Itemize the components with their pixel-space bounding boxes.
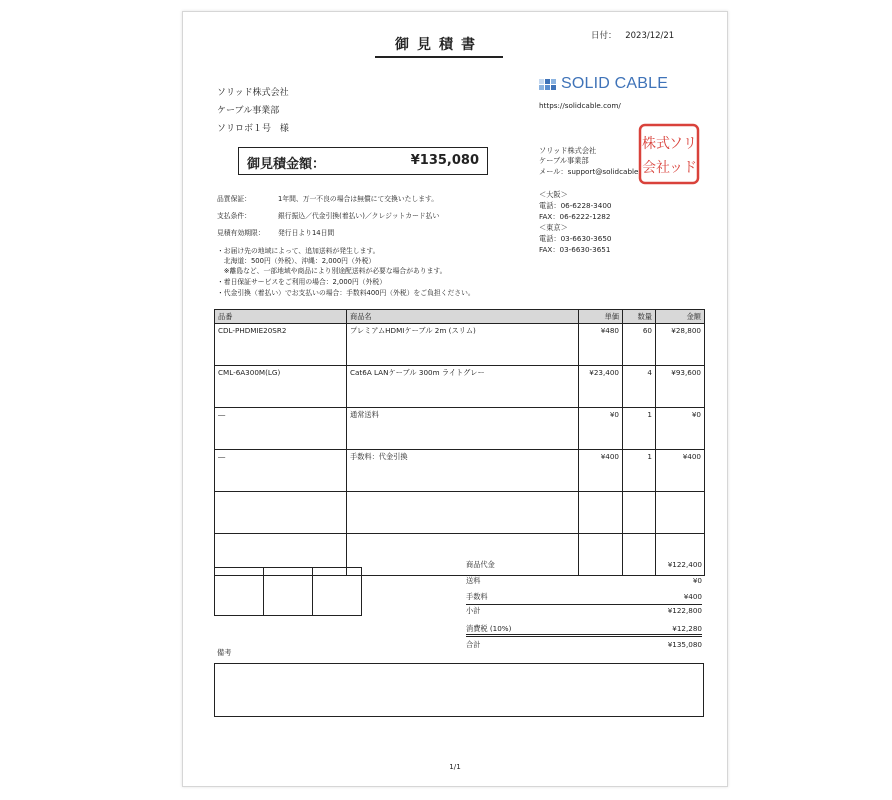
- note-line: ※離島など、一部地域や商品により別途配送料が必要な場合があります。: [217, 267, 447, 275]
- cell-quantity: 1: [623, 450, 656, 492]
- header-amount: 金額: [656, 310, 705, 324]
- cell-quantity: 1: [623, 408, 656, 450]
- cell-unit-price: ¥400: [579, 450, 623, 492]
- header-quantity: 数量: [623, 310, 656, 324]
- customer-honorific: 様: [279, 124, 289, 134]
- term-value: 1年間、万一不良の場合は無償にて交換いたします。: [278, 195, 439, 203]
- term-value: 発行日より14日間: [278, 229, 335, 237]
- summary-value: ¥122,400: [667, 560, 702, 569]
- table-row: [215, 492, 705, 534]
- summary-label: 送料: [466, 576, 481, 585]
- estimate-total-value: ¥135,080: [410, 153, 479, 168]
- summary-value: ¥400: [683, 592, 702, 601]
- table-row: [215, 450, 705, 492]
- customer-company: ソリッド株式会社: [217, 88, 289, 98]
- cell-amount: ¥400: [656, 450, 705, 492]
- summary-label: 消費税 (10%): [466, 624, 512, 633]
- summary-value: ¥0: [692, 576, 702, 585]
- company-seal: [637, 122, 701, 186]
- term-label: 品質保証：: [217, 195, 251, 203]
- osaka-tel: 電話：06-6228-3400: [539, 201, 612, 210]
- company-url: https://solidcable.com/: [539, 101, 621, 110]
- cell-item-code: [215, 492, 347, 534]
- date-value: 2023/12/21: [625, 31, 675, 41]
- logo-text: SOLID CABLE: [561, 75, 669, 92]
- seal-stamp-icon: [637, 122, 701, 186]
- cell-unit-price: ¥480: [579, 324, 623, 366]
- table-row: [215, 366, 705, 408]
- summary-value: ¥122,800: [667, 606, 702, 615]
- sender-mail: メール：support@solidcable: [539, 167, 639, 176]
- remarks-box: [214, 663, 704, 717]
- summary-label: 商品代金: [466, 560, 495, 569]
- cell-item-code: ―: [215, 408, 347, 450]
- cell-unit-price: ¥23,400: [579, 366, 623, 408]
- svg-text:株式: 株式: [642, 136, 670, 152]
- sender-department: ケーブル事業部: [539, 156, 589, 165]
- estimate-total-label: 御見積金額：: [247, 157, 326, 172]
- svg-text:ッド: ッド: [669, 160, 697, 176]
- page-number: 1/1: [449, 762, 461, 771]
- cell-item-code: CML-6A300M(LG): [215, 366, 347, 408]
- customer-person-name: ソリロボ１号: [217, 124, 272, 134]
- cell-unit-price: [579, 492, 623, 534]
- cell-amount: ¥28,800: [656, 324, 705, 366]
- cell-amount: [656, 492, 705, 534]
- term-value: 銀行振込／代金引換(着払い)／クレジットカード払い: [278, 212, 440, 220]
- items-table: [214, 309, 705, 576]
- tokyo-heading: ＜東京＞: [539, 223, 568, 232]
- header-unit-price: 単価: [579, 310, 623, 324]
- cell-quantity: 60: [623, 324, 656, 366]
- term-label: 支払条件：: [217, 212, 251, 220]
- date-label: 日付：: [591, 31, 617, 41]
- cell-amount: ¥0: [656, 408, 705, 450]
- note-line: ・着日保証サービスをご利用の場合：2,000円（外税）: [217, 278, 386, 286]
- company-logo: [539, 75, 669, 95]
- sender-company: ソリッド株式会社: [539, 146, 597, 155]
- summary-label: 小計: [466, 606, 481, 615]
- logo-mark-icon: [539, 76, 559, 94]
- svg-text:ソリ: ソリ: [669, 136, 697, 152]
- cell-item-code: ―: [215, 450, 347, 492]
- summary-row: [466, 639, 702, 655]
- cell-item-name: プレミアムHDMIケーブル 2m (スリム): [347, 324, 579, 366]
- cell-item-name: 手数料：代金引換: [347, 450, 579, 492]
- stamp-box: [264, 568, 313, 615]
- table-row: [215, 408, 705, 450]
- stamp-box: [215, 568, 264, 615]
- summary-label: 手数料: [466, 592, 488, 601]
- customer-person: [217, 121, 289, 134]
- summary-row: [466, 557, 702, 573]
- quotation-page: [182, 11, 728, 787]
- tokyo-fax: FAX：03-6630-3651: [539, 245, 611, 254]
- cell-quantity: 4: [623, 366, 656, 408]
- cell-item-code: CDL-PHDMIE20SR2: [215, 324, 347, 366]
- osaka-fax: FAX：06-6222-1282: [539, 212, 611, 221]
- header-item-code: 品番: [215, 310, 347, 324]
- table-header-row: [215, 310, 705, 324]
- cell-item-name: 通常送料: [347, 408, 579, 450]
- note-line: 北海道：500円（外税）、沖縄：2,000円（外税）: [217, 257, 376, 265]
- note-line: ・代金引換（着払い）でお支払いの場合：手数料400円（外税）をご負担ください。: [217, 289, 475, 297]
- summary-row: [466, 573, 702, 589]
- header-item-name: 商品名: [347, 310, 579, 324]
- cell-amount: ¥93,600: [656, 366, 705, 408]
- document-title: 御見積書: [375, 34, 503, 58]
- approval-stamp-boxes: [214, 567, 362, 616]
- remarks-label: 備考: [217, 648, 232, 657]
- cell-item-name: Cat6A LANケーブル 300m ライトグレー: [347, 366, 579, 408]
- term-label: 見積有効期限：: [217, 229, 265, 237]
- svg-text:会社: 会社: [642, 160, 670, 176]
- summary-row: [466, 603, 702, 619]
- summary-row: [466, 621, 702, 637]
- summary-label: 合計: [466, 640, 481, 649]
- cell-unit-price: ¥0: [579, 408, 623, 450]
- cell-quantity: [623, 492, 656, 534]
- tokyo-tel: 電話：03-6630-3650: [539, 234, 612, 243]
- table-row: [215, 324, 705, 366]
- summary-value: ¥135,080: [667, 640, 702, 649]
- cell-item-name: [347, 492, 579, 534]
- osaka-heading: ＜大阪＞: [539, 190, 568, 199]
- issue-date: [591, 29, 674, 41]
- note-line: ・お届け先の地域によって、追加送料が発生します。: [217, 247, 380, 255]
- customer-department: ケーブル事業部: [217, 106, 280, 116]
- summary-value: ¥12,280: [672, 624, 702, 633]
- estimate-total-box: [238, 147, 488, 175]
- stamp-box: [313, 568, 361, 615]
